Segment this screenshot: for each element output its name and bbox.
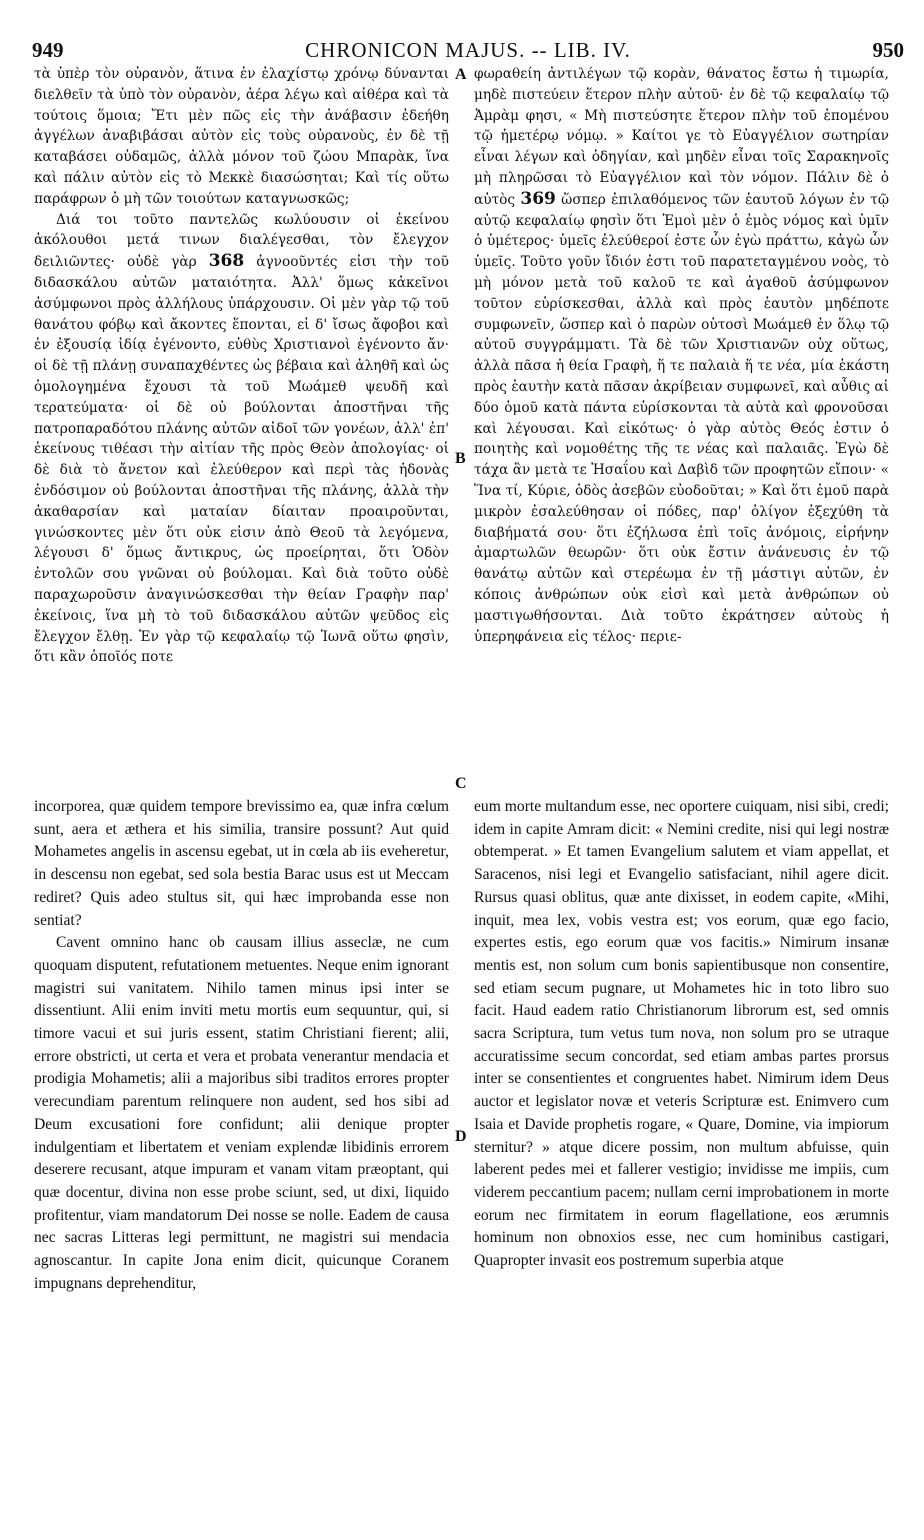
greek-left-paragraph-1: τὰ ὑπὲρ τὸν οὐρανὸν, ἅτινα ἐν ἐλαχίστῳ χρόνῳ δύνανται διελθεῖν τὰ ὑπὸ τὸν οὐρανὸν, ἀέρα λέγω καὶ αἰθέρα καὶ τὰ τούτοις ὅμοια; Ἔτι μὲν πῶς εἰς τὴν ἀνάβασιν ἐδεήθη ἀγγέλων ἀναβιβάσαι αὐτὸν εἰς τοὺς οὐρανοὺς, ἐν δὲ τῇ καταβάσει οὐδαμῶς, ἀλλὰ μόνον τοῦ ζώου Μπαρὰκ, ἵνα καὶ πάλιν αὐτὸν εἰς τὸ Μεκκὲ διασώσηται; Καὶ τίς οὕτω παράφρων ὁ μὴ τῶν τοιούτων καταγνωσκῶς;: [34, 66, 449, 207]
greek-left-paragraph-2-start: Διά τοι τοῦτο παντελῶς κωλύουσιν οἱ ἐκείνου ἀκόλουθοι μετά τινων διαλέγεσθαι, τὸν ἔλεγχον δειλιῶντες· οὐδὲ γὰρ: [34, 211, 449, 271]
page-number-left: 949: [32, 37, 64, 62]
edition-page-marker-368: 368: [208, 251, 245, 272]
margin-letter-c: C: [455, 775, 467, 792]
greek-left-paragraph-2-rest: ἀγνοοῦντές εἰσι τὴν τοῦ διδασκάλου αὐτῶν ματαιότητα. Ἀλλ' ὅμως κἀκεῖνοι ἀσύμφωνοι πρὸς ἀλλήλους ὑπάρχουσιν. Οἱ μὲν γὰρ τῷ τοῦ θανάτου φόβῳ καὶ ἄκοντες ἕπονται, εἰ δ' ἴσως ἄφοβοι καὶ ἐν ἐξουσίᾳ ἰδίᾳ ἐγένοντο, εὐθὺς Χριστιανοὶ ἐγένοντο ἄν· οἱ δὲ τῇ πλάνῃ συναπαχθέντες ὡς βέβαια καὶ ἀληθῆ καὶ ὡς ὁμολογημένα ἔχουσι τὰ τοῦ Μωάμεθ ψευδῆ καὶ τερατεύματα· οἱ δὲ οὐ βούλονται ἀποστῆναι τῆς πατροπαραδότου πλάνης αὐτῶν αἰδοῖ τῶν γονέων, ἀλλ' ἐπ' ἐκείνους τιθέασι τὴν αἰτίαν τῆς πρὸς Θεὸν ἀπολογίας· οἱ δὲ διὰ τὸ ἄνετον καὶ ἐλεύθερον καὶ περὶ τὰς ἡδονὰς ἐνδόσιμον οὐ βούλονται ἀποστῆναι τῆς πλάνης, ἀλλὰ τὴν ἀκαθαρσίαν καὶ ματαίαν δίαιταν προαιροῦνται, γινώσκοντες μὲν ὅτι οὐκ εἰσιν ἀπὸ Θεοῦ τὰ λεγόμενα, λέγουσι δ' ὅμως ἄντικρυς, ὡς προείρηται, ὅτι Ὁδὸν ἐντολῶν σου γνῶναι οὐ βούλομαι. Καὶ διὰ τοῦτο οὐδὲ παραχωροῦσιν ἀναγινώσκεσθαι τὴν θείαν Γραφὴν παρ' ἐκείνοις, ἵνα μὴ τὸ τοῦ διδασκάλου αὐτῶν ψεῦδος εἰς ἔλεγχον ἔλθῃ. Ἐν γὰρ τῷ κεφαλαίῳ τῷ Ἰωνᾶ οὕτω φησὶν, ὅτι κἂν ὁποῖός ποτε: [34, 254, 449, 666]
latin-text-left-column: [34, 796, 449, 1526]
margin-letter-a: A: [455, 66, 467, 83]
latin-text-right-column: [474, 796, 889, 1526]
margin-letter-d: D: [455, 1128, 467, 1145]
greek-right-paragraph-1: [474, 64, 889, 647]
greek-left-paragraph-2: [34, 210, 449, 669]
greek-right-paragraph-1-start: φωραθείη ἀντιλέγων τῷ κορὰν, θάνατος ἔστω ἡ τιμωρία, μηδὲ πιστεύειν ἕτερον πλὴν αὐτοῦ· ἐν δὲ τῷ κεφαλαίῳ τῷ Ἀμρὰμ φησι, « Μὴ πιστεύσητε ἕτερον πλὴν τοῦ ἑπομένου τῷ ἡμετέρῳ νόμῳ. » Καίτοι γε τὸ Εὐαγγέλιον σωτηρίαν εἶναι λέγων καὶ ὁδηγίαν, καὶ μηδὲν εἶναι τοῖς Σαρακηνοῖς μὴ πληρῶσαι τὸ Εὐαγγέλιον καὶ τὸν νόμον. Πάλιν δὲ ὁ αὐτὸς: [474, 66, 889, 208]
latin-left-paragraph-2: Cavent omnino hanc ob causam illius asseclæ, ne cum quoquam disputent, refutationem metuentes. Neque enim ignorant magistri sui vanitatem. Nihilo tamen minus ipsi inter se dissentiunt. Alii enim inviti metu mortis eum sequuntur, qui, si timore vacui et sui juris essent, statim Christiani fierent; alii, errore obstricti, ut certa et vera et probata venerantur mendacia et prodigia Mohametis; alii a majoribus sibi traditos errores propter verecundiam parentum relinquere non audent, sed hos sibi ad Deum excusationi fore confidunt; alii denique propter indulgentiam et libertatem et veniam explendæ libidinis errorem deserere recusant, atque impuram et vanam vitam præoptant, qui quæ docentur, divina non esse probe sciunt, sed, ut dixi, liquido profitentur, viam mandatorum Dei nosse se nolle. Eadem de causa nec sacras Litteras legi permittunt, ne magistri sui mendacia agnoscantur. In capite Jona enim dicit, quicunque Coranem impugnans deprehenditur,: [34, 934, 449, 1292]
running-header: [32, 34, 904, 66]
running-title: CHRONICON MAJUS. -- LIB. IV.: [305, 37, 631, 62]
edition-page-marker-369: 369: [520, 188, 556, 209]
greek-right-paragraph-1-rest: ὥσπερ ἐπιλαθόμενος τῶν ἑαυτοῦ λόγων ἐν τῷ αὐτῷ κεφαλαίῳ φησὶν ὅτι Ἐμοὶ μὲν ὁ ἐμὸς νόμος καὶ ὑμῖν ὁ ὑμέτερος· ὑμεῖς ἐλεύθεροί ἐστε ὧν ἐγὼ πράττω, κἀγὼ ὧν ὑμεῖς. Τοῦτο γοῦν ἴδιόν ἐστι τοῦ παρατεταγμένου νοὸς, τὸ μὴ μόνον μετὰ τοῦ καλοῦ τε καὶ ἀγαθοῦ ἀσύμφωνον τοῦτον εὑρίσκεσθαι, ἀλλὰ καὶ πρὸς ἑαυτὸν μηδέποτε συμφωνεῖν, ὥσπερ καὶ ὁ παρὼν οὑτοσὶ Μωάμεθ ἐν ὅλῳ τῷ αὐτοῦ συγγράμματι. Τὰ δὲ τῶν Χριστιανῶν οὐχ οὕτως, ἀλλὰ πᾶσα ἡ θεία Γραφὴ, ἥ τε παλαιὰ ἥ τε νέα, μία ἑκάστη πρὸς ἑαυτὴν κατὰ πᾶσαν ἀκρίβειαν συμφωνεῖ, καὶ αὖθις αἱ δύο ὁμοῦ κατὰ πάντα εὑρίσκονται τὰ αὐτὰ καὶ φρονοῦσαι καὶ λέγουσαι. Καὶ εἰκότως· ὁ γὰρ αὐτὸς Θεός ἐστιν ὁ ποιητὴς καὶ νομοθέτης τῆς τε νέας καὶ παλαιᾶς. Ἐγὼ δὲ τάχα ἂν μετὰ τε Ἠσαΐου καὶ Δαβὶδ τῶν προφητῶν εἴποιν· « Ἵνα τί, Κύριε, ὁδὸς ἀσεβῶν εὐοδοῦται; » Καὶ ὅτι ἐμοῦ παρὰ μικρὸν ἐσαλεύθησαν οἱ πόδες, παρ' ὀλίγον ἐξεχύθη τὰ διαβήματά σου· ὅτι ἐζήλωσα ἐπὶ τοῖς ἀνόμοις, εἰρήνην ἁμαρτωλῶν θεωρῶν· ὅτι οὐκ ἔστιν ἀνάνευσις ἐν τῷ θανάτῳ αὐτῶν καὶ στερέωμα ἐν τῇ μάστιγι αὐτῶν, ἐν κόποις ἀνθρώπων οὐκ εἰσὶ καὶ μετὰ ἀνθρώπων οὐ μαστιγωθήσονται. Διὰ τοῦτο ἐκράτησεν αὐτοὺς ἡ ὑπερηφάνεια εἰς τέλος· περιε-: [474, 191, 889, 645]
greek-text-left-column: [34, 64, 449, 792]
margin-letter-b: B: [455, 450, 466, 467]
latin-left-paragraph-1: incorporea, quæ quidem tempore brevissimo ea, quæ infra cœlum sunt, aera et æthera et his similia, transire possunt? Aut quid Mohametes angelis in ascensu egebat, ut in cœla ab iis eveheretur, in descensu non egebat, sed sola bestia Barac usus est ut Meccam rediret? Quis adeo stultus sit, qui hæc improbanda esse non sentiat?: [34, 798, 449, 929]
page-number-right: 950: [872, 37, 904, 62]
greek-text-right-column: [474, 64, 889, 792]
latin-right-paragraph-1: eum morte multandum esse, nec oportere cuiquam, nisi sibi, credi; idem in capite Amram dicit: « Nemini credite, nisi qui legi nostræ obtemperat. » Et tamen Evangelium salutem et viam appellat, et Saracenos, nisi legi et Evangelio satisfaciant, nihil agere dicit. Rursus quasi oblitus, quæ ante dixisset, in eodem capite, «Mihi, inquit, mea lex, vobis vestra est; vos eorum, quæ ego facio, expertes estis, ego eorum quæ vos facitis.» Nimirum insanæ mentis est, non solum cum bonis sapientibusque non consentire, sed etiam secum pugnare, ut Mohametes hic in toto libro suo facit. Haud eadem ratio Christianorum librorum est, sed omnis sacra Scriptura, tum vetus tum nova, non solum pro se utraque accuratissime secum concordat, sed etiam ambas partes prorsus inter se consentientes et congruentes habet. Nimirum idem Deus auctor et legislator novæ et veteris Scripturæ est. Enimvero cum Isaia et Davide prophetis rogare, « Quare, Domine, via impiorum sternitur? » atque dicere possim, non multum abfuisse, quin laberent pedes mei et fallerer vestigio; invidisse me impiis, cum viderem peccantium pacem; nullam cerni improbationem in morte eorum nec firmitatem in eorum flagellatione, eos ærumnis hominum non obnoxios esse, nec cum hominibus castigari, Quapropter invasit eos postremum superbia atque: [474, 798, 889, 1270]
